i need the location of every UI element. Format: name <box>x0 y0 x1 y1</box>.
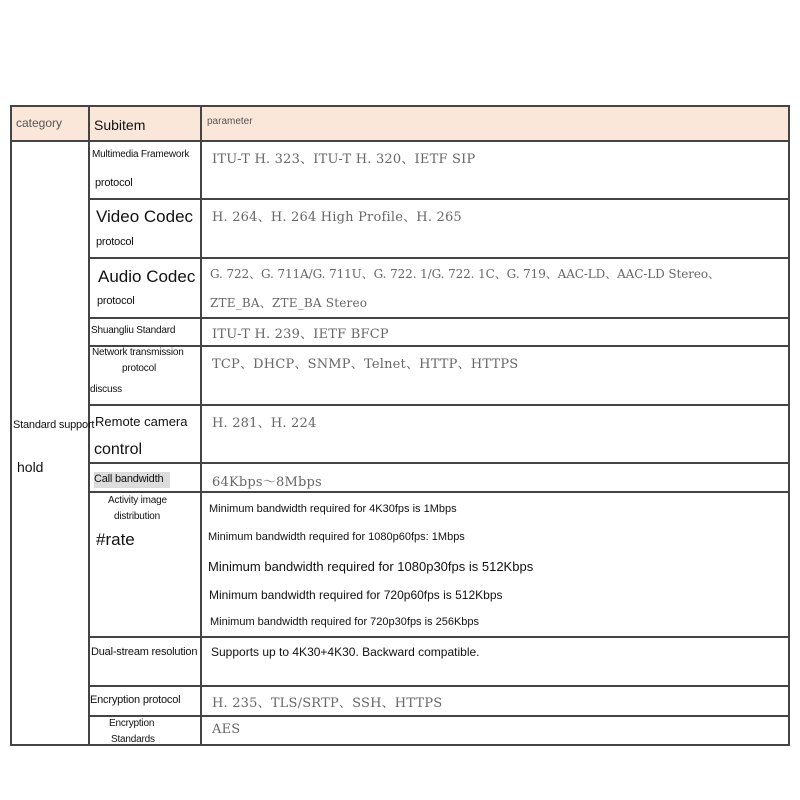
subitem-label: Standards <box>111 734 155 745</box>
column-divider <box>200 105 202 746</box>
parameter-value: Minimum bandwidth required for 1080p60fps: 1Mbps <box>208 531 465 543</box>
subitem-label: control <box>94 441 143 458</box>
row-divider <box>88 636 790 638</box>
subitem-label: Encryption protocol <box>90 694 181 706</box>
row-divider <box>88 198 790 200</box>
parameter-value: ITU-T H. 239、IETF BFCP <box>212 327 389 342</box>
parameter-value: TCP、DHCP、SNMP、Telnet、HTTP、HTTPS <box>212 357 519 372</box>
subitem-label: Call bandwidth <box>94 473 164 485</box>
parameter-value: H. 264、H. 264 High Profile、H. 265 <box>212 210 462 225</box>
parameter-value: H. 281、H. 224 <box>212 416 317 431</box>
parameter-value: Minimum bandwidth required for 4K30fps is 1Mbps <box>209 503 457 515</box>
header-category: category <box>16 116 63 130</box>
header-subitem: Subitem <box>94 117 146 133</box>
spec-table <box>10 105 790 746</box>
row-divider <box>88 491 790 493</box>
row-divider <box>88 715 790 717</box>
subitem-label: Multimedia Framework <box>92 149 190 160</box>
subitem-label: #rate <box>96 530 135 549</box>
parameter-value: AES <box>212 722 241 737</box>
parameter-value: 64Kbps～8Mbps <box>212 475 322 490</box>
row-divider <box>88 462 790 464</box>
parameter-value: ZTE_BA、ZTE_BA Stereo <box>210 296 368 310</box>
row-divider <box>10 140 790 142</box>
row-divider <box>10 105 790 107</box>
subitem-label: Network transmission <box>92 347 184 358</box>
subitem-label: protocol <box>97 295 135 307</box>
parameter-value: G. 722、G. 711A/G. 711U、G. 722. 1/G. 722. 1C、G. 719、AAC-LD、AAC-LD Stereo、 <box>210 267 720 281</box>
parameter-value: Supports up to 4K30+4K30. Backward compatible. <box>211 645 480 659</box>
table-border-left <box>10 105 12 746</box>
parameter-value: ITU-T H. 323、ITU-T H. 320、IETF SIP <box>212 152 476 167</box>
row-divider <box>88 685 790 687</box>
parameter-value: H. 235、TLS/SRTP、SSH、HTTPS <box>212 696 443 711</box>
subitem-label: Encryption <box>109 718 155 729</box>
subitem-label: distribution <box>114 511 160 522</box>
subitem-label: Video Codec <box>96 207 194 226</box>
subitem-label: discuss <box>90 384 122 395</box>
subitem-label: Shuangliu Standard <box>91 325 176 336</box>
parameter-value: Minimum bandwidth required for 720p60fps is 512Kbps <box>209 588 503 602</box>
subitem-label: Dual-stream resolution <box>91 646 198 658</box>
subitem-label: Remote camera <box>95 414 188 429</box>
row-divider <box>88 404 790 406</box>
subitem-label: Activity image <box>108 495 167 506</box>
subitem-label: protocol <box>122 363 156 374</box>
category-label-hold: hold <box>17 459 44 475</box>
row-divider <box>88 317 790 319</box>
parameter-value: Minimum bandwidth required for 1080p30fps is 512Kbps <box>208 559 534 574</box>
row-divider <box>88 345 790 347</box>
row-divider <box>88 257 790 259</box>
subitem-label: protocol <box>96 236 134 248</box>
subitem-label: Audio Codec <box>98 267 196 286</box>
table-border-right <box>788 105 790 746</box>
subitem-label: protocol <box>95 177 133 189</box>
category-label: Standard support <box>13 419 95 431</box>
parameter-value: Minimum bandwidth required for 720p30fps is 256Kbps <box>210 616 480 628</box>
header-parameter: parameter <box>207 116 253 127</box>
